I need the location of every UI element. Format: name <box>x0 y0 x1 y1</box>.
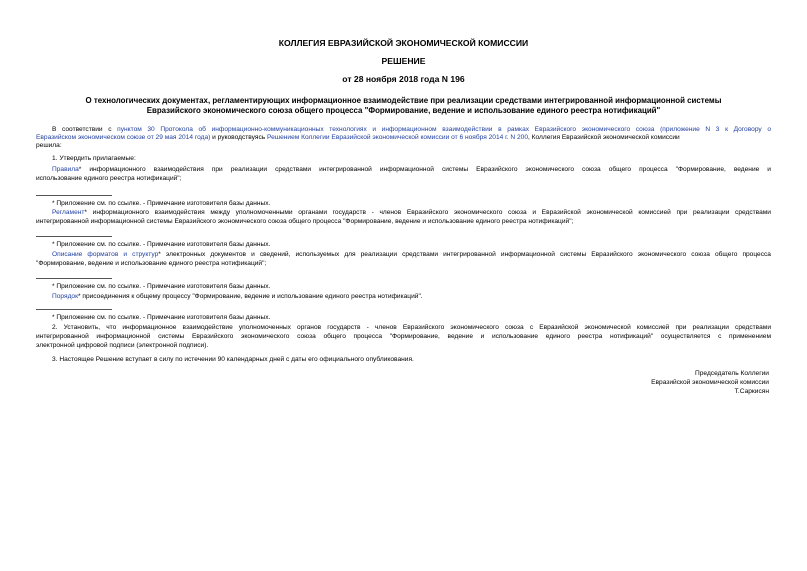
doc-3-line-1: Описание форматов и структур* электронных документов и сведений, используемых для реализации средствами интегрированной информационной системы Евразийского экономического союза общего процесса <box>52 251 771 258</box>
formats-link[interactable]: Описание форматов и структур <box>52 251 159 258</box>
doc-3-footnote: * Приложение см. по ссылке. - Примечание изготовителя базы данных. <box>52 283 271 290</box>
footnote-divider <box>36 236 112 237</box>
footnote-divider <box>36 195 112 196</box>
procedure-link[interactable]: Порядок <box>52 293 78 300</box>
item-2-line-2: интегрированной информационной системы Евразийского экономического союза общего процесса "Формирование, ведение и использование единого реестра нотификаций" осуществляется с применением <box>36 333 771 340</box>
doc-1-line-2: использование единого реестра нотификаций"; <box>36 175 182 182</box>
intro-line-2: Евразийском экономическом союзе от 29 мая 2014 года) и руководствуясь Решением Коллегии Евразийской экономической комиссии от 6 ноября 2014 г. N 200, Коллегия Евразийской экономической комиссии <box>36 134 680 141</box>
doc-1-footnote: * Приложение см. по ссылке. - Примечание изготовителя базы данных. <box>52 200 271 207</box>
doc-3-line-2: "Формирование, ведение и использование единого реестра нотификаций"; <box>36 260 267 267</box>
doc-2-footnote: * Приложение см. по ссылке. - Примечание изготовителя базы данных. <box>52 241 271 248</box>
intro-line-3: решила: <box>36 142 62 149</box>
signature-organization: Евразийской экономической комиссии <box>651 379 769 386</box>
footnote-divider <box>36 278 112 279</box>
intro-line-1: В соответствии с пунктом 30 Протокола об информационно-коммуникационных технологиях и информационном взаимодействии в рамках Евразийского экономического союза (приложение N 3 к Договору о <box>52 126 771 133</box>
item-3: 3. Настоящее Решение вступает в силу по истечении 90 календарных дней с даты его официального опубликования. <box>52 356 414 363</box>
item-2-line-3: электронной цифровой подписи (электронной подписи). <box>36 342 209 349</box>
title-line-2: Евразийского экономического союза общего процесса "Формирование, ведение и использование единого реестра нотификаций" <box>146 106 661 115</box>
item-1: 1. Утвердить прилагаемые: <box>52 155 136 162</box>
org-heading: КОЛЛЕГИЯ ЕВРАЗИЙСКОЙ ЭКОНОМИЧЕСКОЙ КОМИССИИ <box>278 38 529 48</box>
doc-4-line-1: Порядок* присоединения к общему процессу "Формирование, ведение и использование единого реестра нотификаций". <box>52 293 423 300</box>
rules-link[interactable]: Правила <box>52 166 79 173</box>
title-line-1: О технологических документах, регламентирующих информационное взаимодействие при реализации средствами интегрированной информационной системы <box>85 96 722 105</box>
item-2-line-1: 2. Установить, что информационное взаимодействие уполномоченных органов государств - членов Евразийского экономического союза с Евразийской экономической комиссией при реализации средствами <box>52 324 771 331</box>
doc-4-footnote: * Приложение см. по ссылке. - Примечание изготовителя базы данных. <box>52 314 271 321</box>
treaty-link[interactable]: Евразийском экономическом союзе от 29 мая 2014 года) <box>36 134 211 141</box>
doc-1-line-1: Правила* информационного взаимодействия при реализации средствами интегрированной информационной системы Евразийского экономического союза общего процесса "Формирование, ведение и <box>52 166 771 173</box>
doc-2-line-1: Регламент* информационного взаимодействия между уполномоченными органами государств - членов Евразийского экономического союза и Евразийской экономической комиссией при реализации средствами <box>52 209 771 216</box>
doc-2-line-2: интегрированной информационной системы Евразийского экономического союза общего процесса "Формирование, ведение и использование единого реестра нотификаций"; <box>36 218 574 225</box>
footnote-divider <box>36 309 112 310</box>
decision-link[interactable]: Решением Коллегии Евразийской экономической комиссии от 6 ноября 2014 г. N 200 <box>267 134 528 141</box>
protocol-link[interactable]: пунктом 30 Протокола об информационно-коммуникационных технологиях и информационном взаимодействии в рамках Евразийского экономического союза (приложение N 3 к Договору о <box>117 126 771 133</box>
signature-name: Т.Саркисян <box>734 388 769 395</box>
doc-type-heading: РЕШЕНИЕ <box>381 56 426 66</box>
date-number-heading: от 28 ноября 2018 года N 196 <box>342 74 465 84</box>
regulation-link[interactable]: Регламент <box>52 209 85 216</box>
signature-position: Председатель Коллегии <box>695 370 769 377</box>
